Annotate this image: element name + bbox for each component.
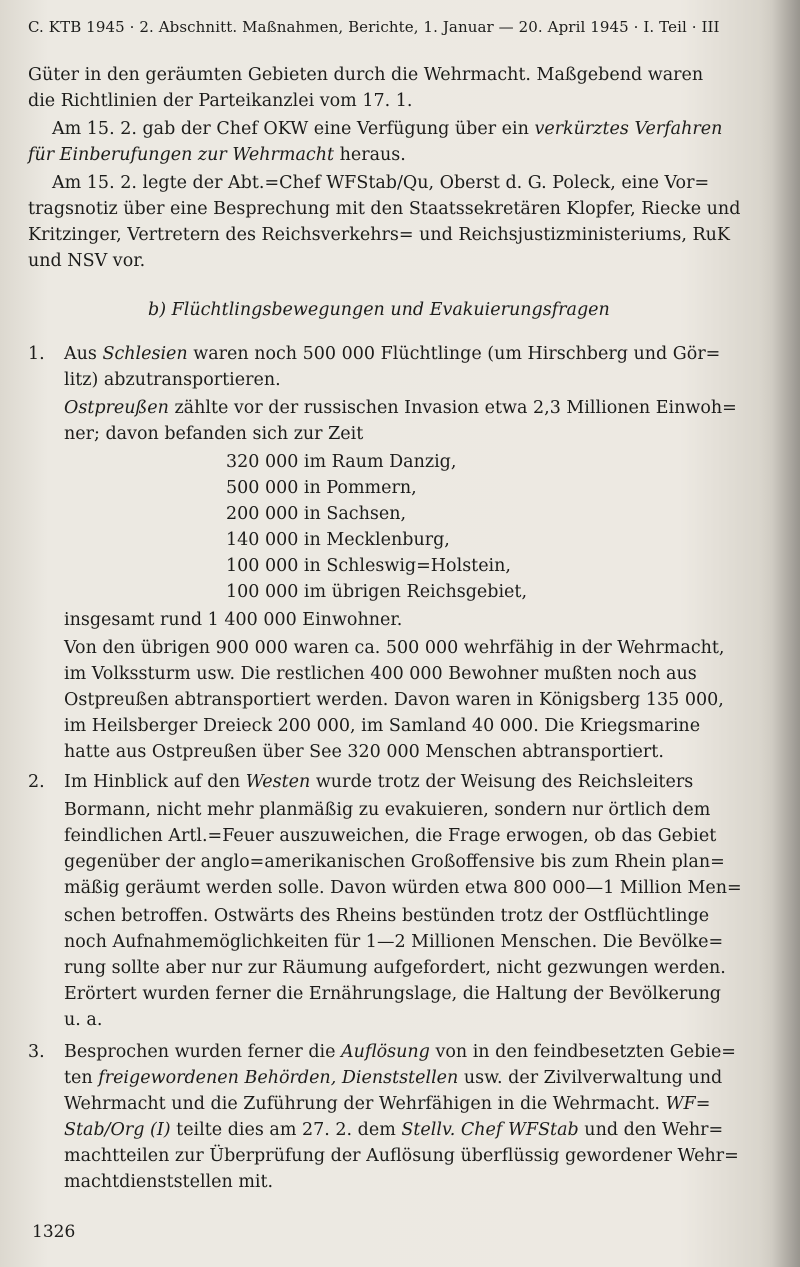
- text: ten: [64, 1068, 99, 1088]
- item-2-number: 2.: [28, 772, 45, 792]
- item-2-line: noch Aufnahmemöglichkeiten für 1—2 Millionen Menschen. Die Bevölke=: [64, 932, 724, 952]
- item-1-tail-line: Ostpreußen abtransportiert werden. Davon waren in Königsberg 135 000,: [64, 690, 724, 710]
- paragraph-3-line-2: tragsnotiz über eine Besprechung mit den Staatssekretären Klopfer, Riecke und: [28, 199, 741, 219]
- item-1-tail-line: im Volkssturm usw. Die restlichen 400 000 Bewohner mußten noch aus: [64, 664, 697, 684]
- page-edge-shadow: [772, 0, 800, 1267]
- italic-text: Auflösung: [341, 1042, 430, 1062]
- item-3-line-6: machtdienststellen mit.: [64, 1172, 274, 1192]
- item-3-line-3: [64, 1094, 710, 1114]
- item-1-line-2: litz) abzutransportieren.: [64, 370, 281, 390]
- item-2-line: gegenüber der anglo=amerikanischen Großoffensive bis zum Rhein plan=: [64, 852, 725, 872]
- item-3-line-5: machtteilen zur Überprüfung der Auflösung überflüssig gewordener Wehr=: [64, 1146, 739, 1166]
- text: teilte dies am 27. 2. dem: [170, 1120, 402, 1140]
- text: Im Hinblick auf den: [64, 772, 246, 792]
- italic-text: verkürztes Verfahren: [534, 119, 723, 139]
- item-1-line-3: [64, 398, 737, 418]
- distribution-row: 500 000 in Pommern,: [226, 478, 417, 498]
- text: von in den feindbesetzten Gebie=: [429, 1042, 736, 1062]
- italic-text: Stellv. Chef WFStab: [401, 1120, 579, 1140]
- item-3-line-1: [64, 1042, 736, 1062]
- item-2-line: schen betroffen. Ostwärts des Rheins bestünden trotz der Ostflüchtlinge: [64, 906, 710, 926]
- italic-text: Stab/Org (I): [64, 1120, 171, 1140]
- item-2-line: Erörtert wurden ferner die Ernährungslage, die Haltung der Bevölkerung: [64, 984, 721, 1004]
- item-1-line-1: [64, 344, 720, 364]
- item-3-line-4: [64, 1120, 723, 1140]
- page-number: 1326: [32, 1222, 76, 1242]
- running-header: C. KTB 1945 · 2. Abschnitt. Maßnahmen, Berichte, 1. Januar — 20. April 1945 · I. Teil · III: [28, 18, 720, 36]
- item-2-line: u. a.: [64, 1010, 103, 1030]
- text: usw. der Zivilverwaltung und: [458, 1068, 723, 1088]
- paragraph-3-line-1: Am 15. 2. legte der Abt.=Chef WFStab/Qu, Oberst d. G. Poleck, eine Vor=: [52, 173, 710, 193]
- text: heraus.: [334, 145, 406, 165]
- distribution-row: 140 000 in Mecklenburg,: [226, 530, 450, 550]
- item-1-tail-line: insgesamt rund 1 400 000 Einwohner.: [64, 610, 403, 630]
- paragraph-3-line-4: und NSV vor.: [28, 251, 146, 271]
- text: Aus: [64, 344, 103, 364]
- paragraph-2-line-1: [52, 116, 722, 142]
- paragraph-2-line-2: [28, 142, 406, 168]
- intro-line-2: die Richtlinien der Parteikanzlei vom 17. 1.: [28, 91, 413, 111]
- item-2-line: Bormann, nicht mehr planmäßig zu evakuieren, sondern nur örtlich dem: [64, 800, 711, 820]
- paragraph-3-line-3: Kritzinger, Vertretern des Reichsverkehrs= und Reichsjustizministeriums, RuK: [28, 225, 730, 245]
- text: Am 15. 2. gab der Chef OKW eine Verfügung über ein: [52, 119, 535, 139]
- text: und den Wehr=: [578, 1120, 724, 1140]
- item-1-line-4: ner; davon befanden sich zur Zeit: [64, 424, 364, 444]
- distribution-row: 320 000 im Raum Danzig,: [226, 452, 457, 472]
- item-2-line: rung sollte aber nur zur Räumung aufgefordert, nicht gezwungen werden.: [64, 958, 726, 978]
- text: waren noch 500 000 Flüchtlinge (um Hirschberg und Gör=: [187, 344, 721, 364]
- intro-line-1: Güter in den geräumten Gebieten durch die Wehrmacht. Maßgebend waren: [28, 65, 704, 85]
- text: zählte vor der russischen Invasion etwa 2,3 Millionen Einwoh=: [168, 398, 737, 418]
- italic-text: für Einberufungen zur Wehrmacht: [28, 145, 335, 165]
- item-2-line: mäßig geräumt werden solle. Davon würden etwa 800 000—1 Million Men=: [64, 878, 742, 898]
- item-1-number: 1.: [28, 344, 45, 364]
- distribution-row: 100 000 im übrigen Reichsgebiet,: [226, 582, 528, 602]
- italic-text: WF=: [665, 1094, 711, 1114]
- item-3-line-2: [64, 1068, 722, 1088]
- item-3-number: 3.: [28, 1042, 45, 1062]
- item-2-line: feindlichen Artl.=Feuer auszuweichen, die Frage erwogen, ob das Gebiet: [64, 826, 717, 846]
- item-1-tail-line: im Heilsberger Dreieck 200 000, im Samland 40 000. Die Kriegsmarine: [64, 716, 701, 736]
- item-1-tail-line: hatte aus Ostpreußen über See 320 000 Menschen abtransportiert.: [64, 742, 664, 762]
- italic-text: Westen: [245, 772, 311, 792]
- italic-text: Ostpreußen: [64, 398, 169, 418]
- italic-text: freigewordenen Behörden, Dienststellen: [98, 1068, 459, 1088]
- item-1-tail-line: Von den übrigen 900 000 waren ca. 500 000 wehrfähig in der Wehrmacht,: [64, 638, 725, 658]
- distribution-row: 200 000 in Sachsen,: [226, 504, 407, 524]
- text: Besprochen wurden ferner die: [64, 1042, 342, 1062]
- italic-text: Schlesien: [102, 344, 188, 364]
- section-heading: b) Flüchtlingsbewegungen und Evakuierungsfragen: [148, 300, 610, 320]
- text: Wehrmacht und die Zuführung der Wehrfähigen in die Wehrmacht.: [64, 1094, 666, 1114]
- text: wurde trotz der Weisung des Reichsleiters: [310, 772, 694, 792]
- item-2-line-1: [64, 772, 693, 792]
- distribution-row: 100 000 in Schleswig=Holstein,: [226, 556, 511, 576]
